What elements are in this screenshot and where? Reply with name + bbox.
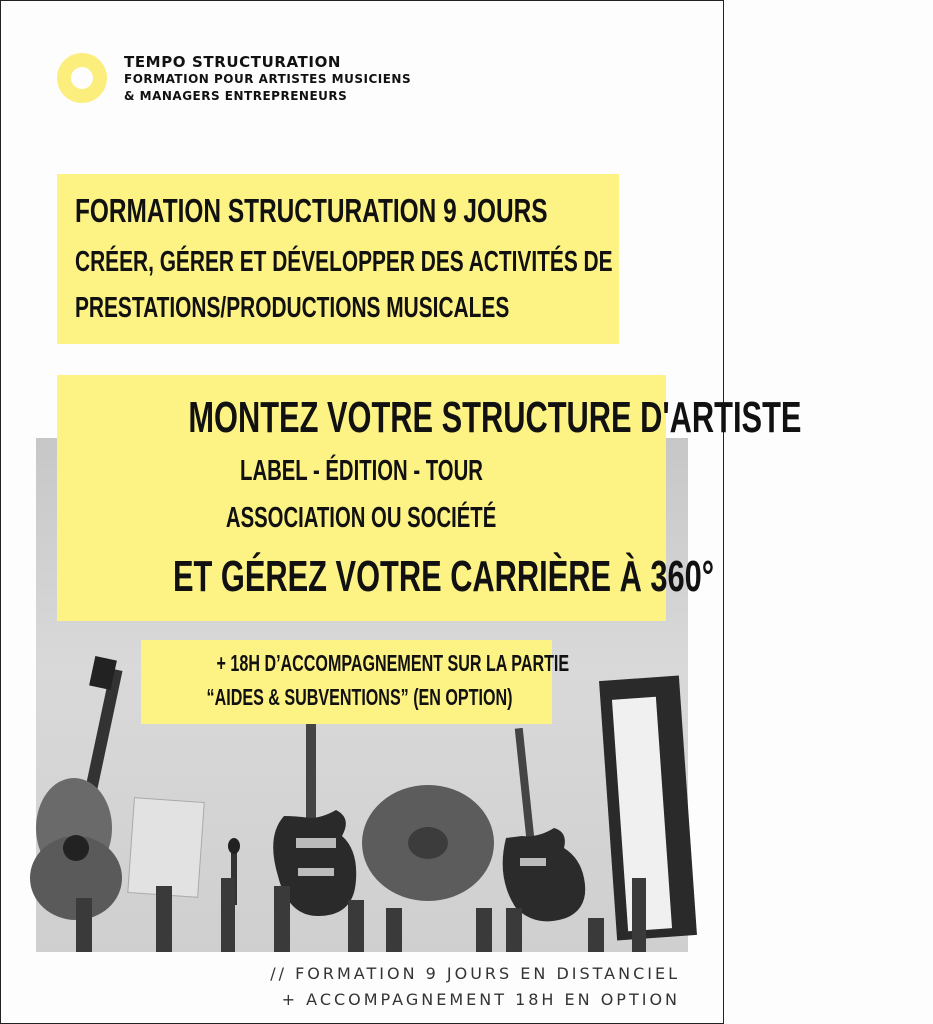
intro-line-2: CRÉER, GÉRER ET DÉVELOPPER DES ACTIVITÉS DE <box>75 246 613 278</box>
option-line-1: + 18H D’ACCOMPAGNEMENT SUR LA PARTIE <box>216 650 570 676</box>
intro-line-1: FORMATION STRUCTURATION 9 JOURS <box>75 192 548 229</box>
tablet-icon <box>128 798 204 898</box>
headline-career: ET GÉREZ VOTRE CARRIÈRE À 360° <box>172 552 715 601</box>
brand-subtitle-1: FORMATION POUR ARTISTES MUSICIENS <box>124 72 412 86</box>
intro-box <box>57 174 619 344</box>
headline-legal-form: ASSOCIATION OU SOCIÉTÉ <box>226 502 497 534</box>
brand-subtitle-2: & MANAGERS ENTREPRENEURS <box>124 89 348 103</box>
brand-block <box>124 54 411 105</box>
cymbal-icon <box>362 785 494 901</box>
footer-line-2: + ACCOMPAGNEMENT 18H EN OPTION <box>281 990 680 1009</box>
main-headline-box <box>57 375 802 621</box>
option-line-2: “AIDES & SUBVENTIONS” (EN OPTION) <box>206 684 513 710</box>
intro-line-3: PRESTATIONS/PRODUCTIONS MUSICALES <box>75 292 510 324</box>
brand-title: TEMPO STRUCTURATION <box>124 53 342 71</box>
headline-activities: LABEL - ÉDITION - TOUR <box>240 455 483 487</box>
acoustic-guitar-icon <box>30 656 123 920</box>
option-box <box>141 640 570 724</box>
bass-guitar-icon <box>503 728 586 921</box>
keyboard-icon <box>599 676 697 941</box>
logo-icon <box>57 53 107 103</box>
footer-line-1: // FORMATION 9 JOURS EN DISTANCIEL <box>270 964 680 983</box>
headline-structure: MONTEZ VOTRE STRUCTURE D'ARTISTE <box>188 393 802 442</box>
